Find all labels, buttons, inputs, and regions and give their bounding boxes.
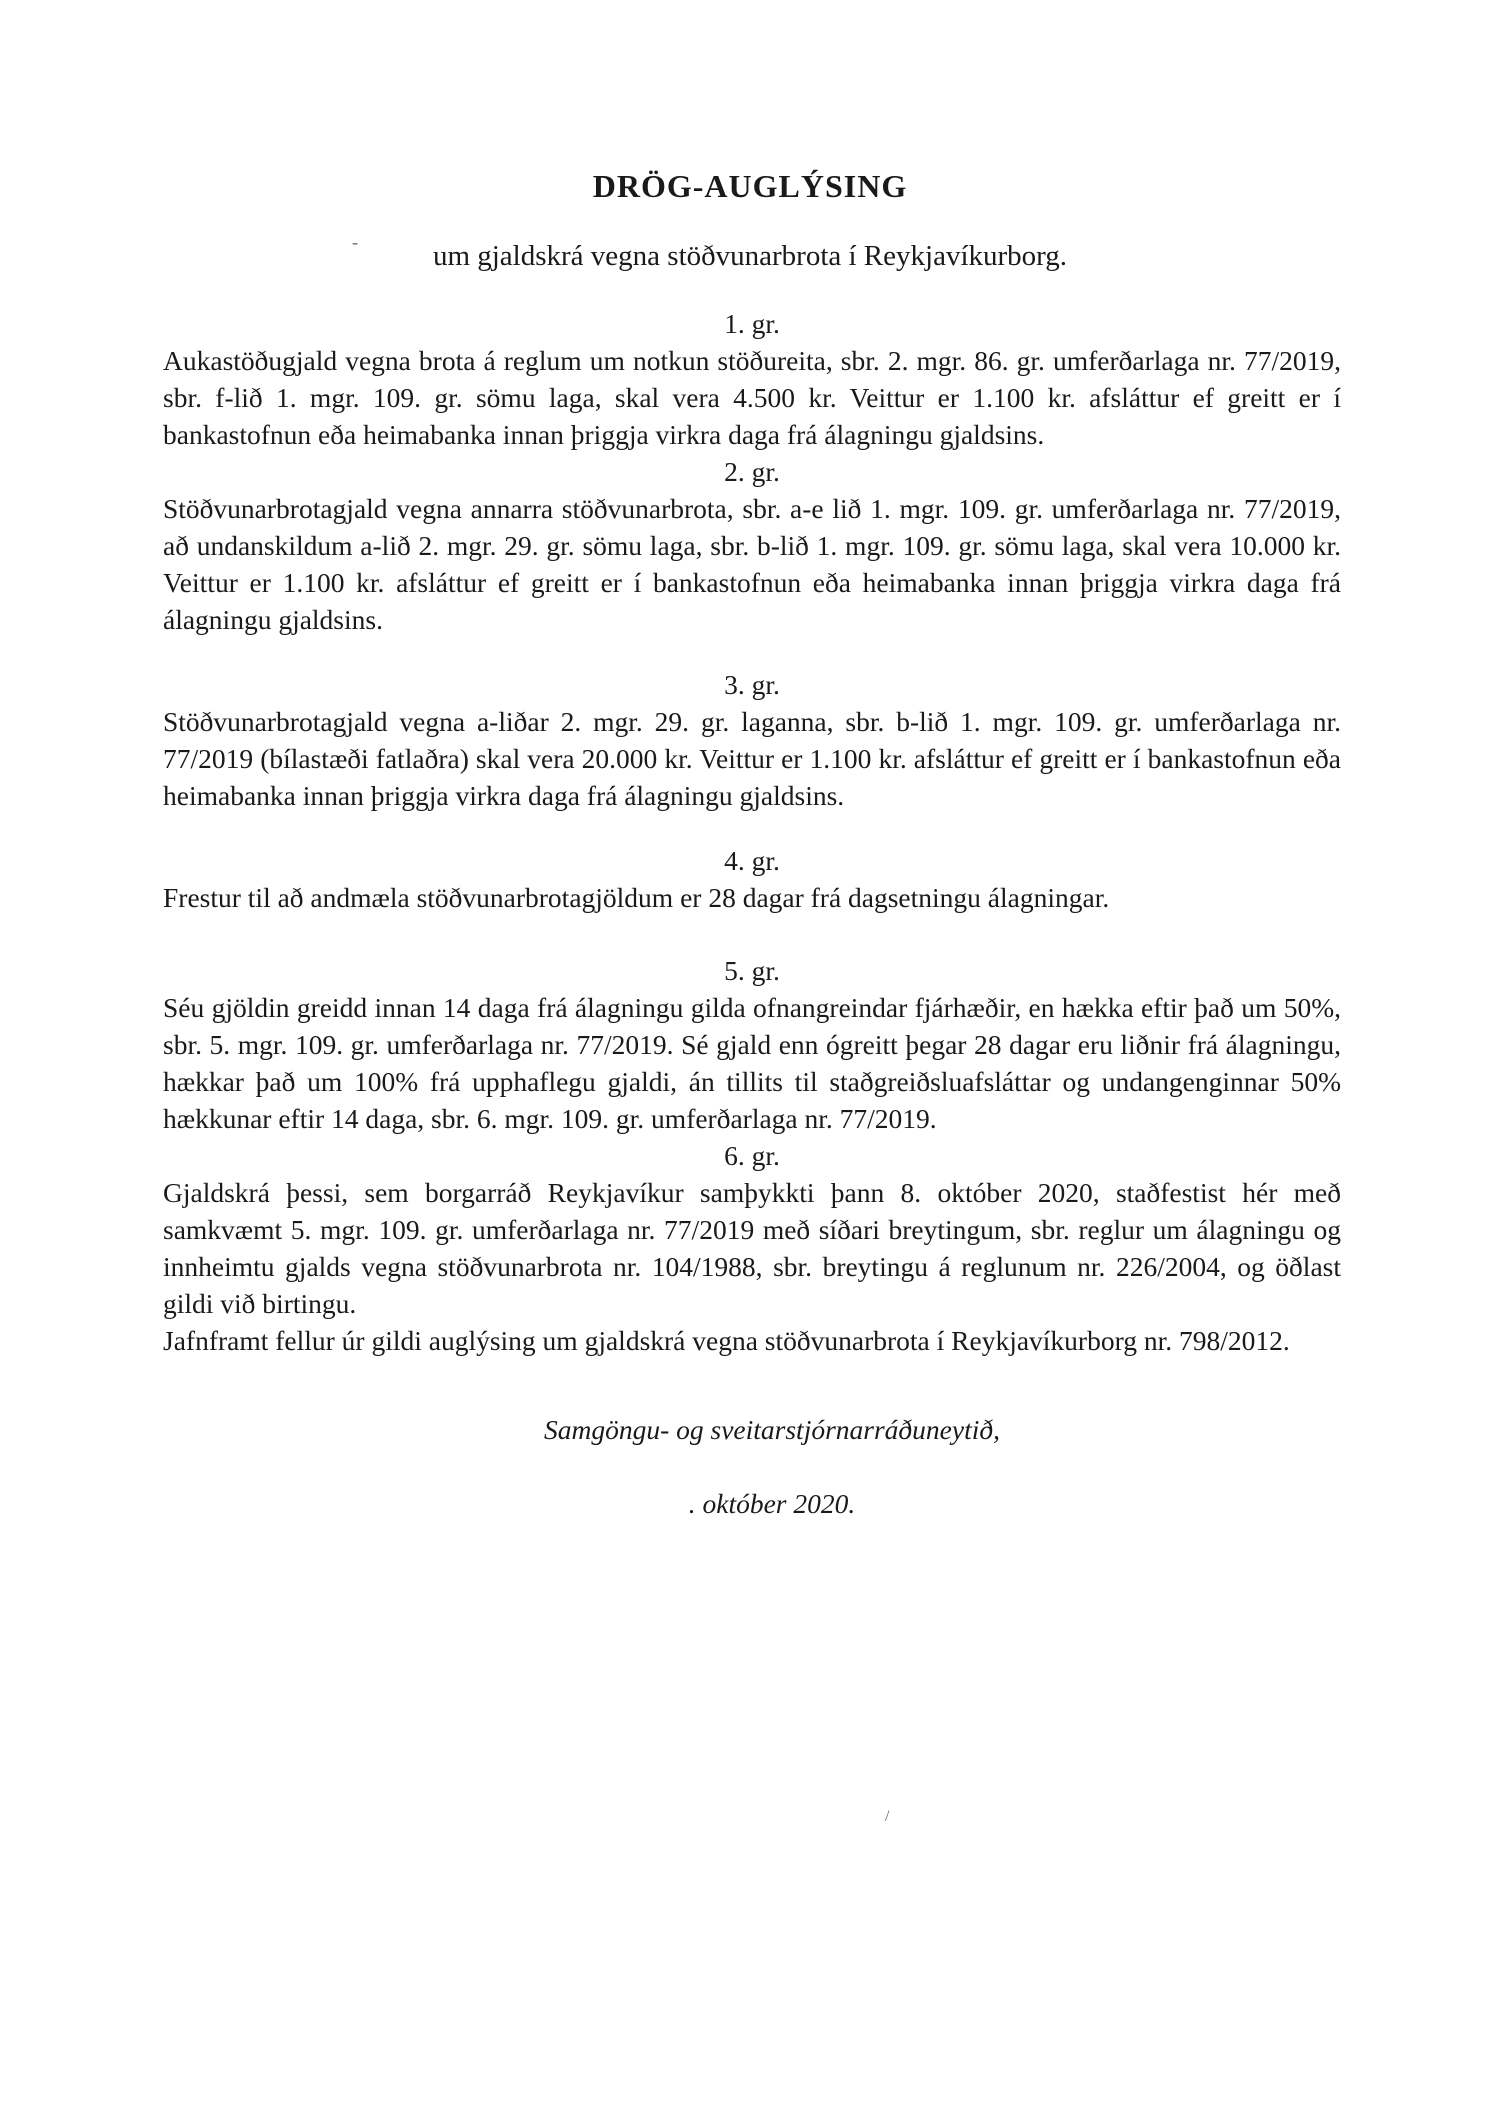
article-paragraph: Séu gjöldin greidd innan 14 daga frá álagningu gilda ofnangreindar fjárhæðir, en hækka eftir það um 50%, sbr. 5. mgr. 109. gr. umferðarlaga nr. 77/2019. Sé gjald enn ógreitt þegar 28 dagar eru liðnir frá álagningu, hækkar það um 100% frá upphaflegu gjaldi, án tillits til staðgreiðsluafsláttar og undangenginnar 50% hækkunar eftir 14 daga, sbr. 6. mgr. 109. gr. umferðarlaga nr. 77/2019. [163,992,1341,1134]
article-heading: 6. gr. [724,1140,780,1171]
article-heading: 3. gr. [724,669,780,700]
article-paragraph: Gjaldskrá þessi, sem borgarráð Reykjavíkur samþykkti þann 8. október 2020, staðfestist hér með samkvæmt 5. mgr. 109. gr. umferðarlaga nr. 77/2019 með síðari breytingum, sbr. reglur um álagningu og innheimtu gjalds vegna stöðvunarbrota nr. 104/1988, sbr. breytingu á reglunum nr. 226/2004, og öðlast gildi við birtingu. [163,1177,1341,1319]
document-title: DRÖG-AUGLÝSING [592,168,908,204]
article-heading: 2. gr. [724,456,780,487]
scan-mark: - [352,232,358,252]
article-paragraph: Frestur til að andmæla stöðvunarbrotagjöldum er 28 dagar frá dagsetningu álagningar. [163,882,1110,913]
article-1 [163,305,1341,453]
article-6 [163,1137,1341,1359]
article-5 [163,952,1341,1137]
article-paragraph: Jafnframt fellur úr gildi auglýsing um gjaldskrá vegna stöðvunarbrota í Reykjavíkurborg nr. 798/2012. [163,1325,1290,1356]
article-heading: 5. gr. [724,955,780,986]
signature: Samgöngu- og sveitarstjórnarráðuneytið, [543,1414,1001,1445]
signature-date: . október 2020. [688,1488,856,1519]
article-paragraph: Aukastöðugjald vegna brota á reglum um notkun stöðureita, sbr. 2. mgr. 86. gr. umferðarlaga nr. 77/2019, sbr. f-lið 1. mgr. 109. gr. sömu laga, skal vera 4.500 kr. Veittur er 1.100 kr. afsláttur ef greitt er í bankastofnun eða heimabanka innan þriggja virkra daga frá álagningu gjaldsins. [163,345,1341,450]
article-heading: 1. gr. [724,308,780,339]
scan-mark: / [885,1808,890,1825]
article-4 [163,842,1341,916]
article-heading: 4. gr. [724,845,780,876]
article-paragraph: Stöðvunarbrotagjald vegna a-liðar 2. mgr. 29. gr. laganna, sbr. b-lið 1. mgr. 109. gr. umferðarlaga nr. 77/2019 (bílastæði fatlaðra) skal vera 20.000 kr. Veittur er 1.100 kr. afsláttur ef greitt er í bankastofnun eða heimabanka innan þriggja virkra daga frá álagningu gjaldsins. [163,706,1341,811]
document-body [163,305,1341,1550]
article-3 [163,666,1341,814]
article-paragraph: Stöðvunarbrotagjald vegna annarra stöðvunarbrota, sbr. a-e lið 1. mgr. 109. gr. umferðarlaga nr. 77/2019, að undanskildum a-lið 2. mgr. 29. gr. sömu laga, sbr. b-lið 1. mgr. 109. gr. sömu laga, skal vera 10.000 kr. Veittur er 1.100 kr. afsláttur ef greitt er í bankastofnun eða heimabanka innan þriggja virkra daga frá álagningu gjaldsins. [163,493,1341,635]
article-2 [163,453,1341,638]
document-subtitle: um gjaldskrá vegna stöðvunarbrota í Reykjavíkurborg. [432,240,1068,272]
